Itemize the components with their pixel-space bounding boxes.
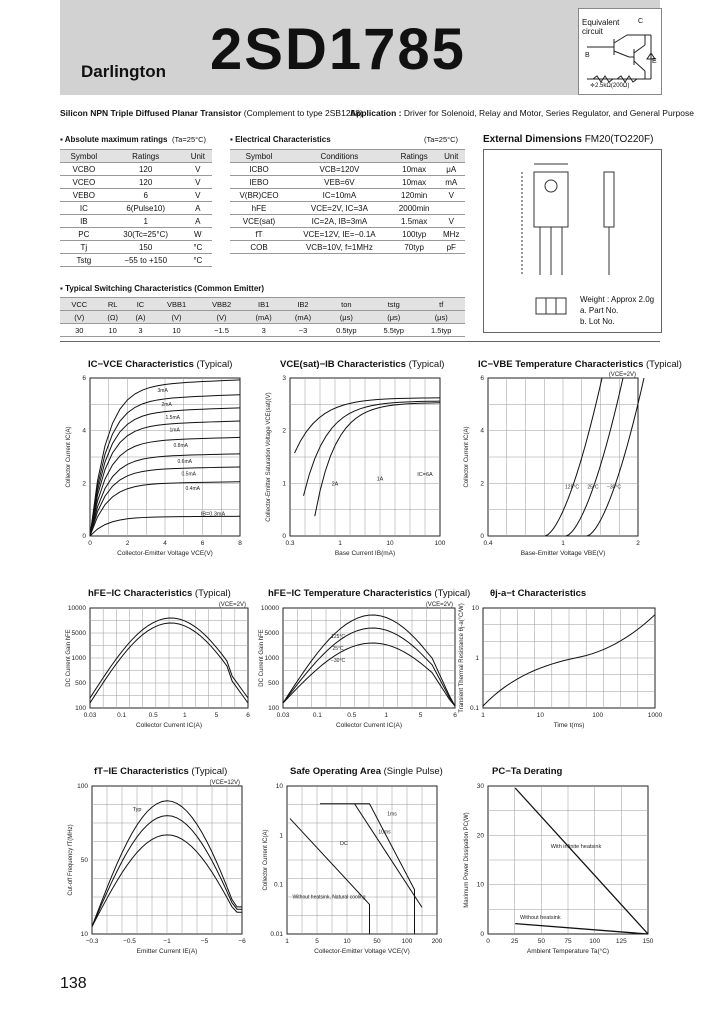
elec-title: ▪ Electrical Characteristics — [230, 135, 331, 144]
x-tick-label: 1000 — [647, 712, 663, 719]
curve-label: 0.8mA — [173, 443, 188, 450]
x-tick-label: 6 — [200, 540, 205, 547]
x-tick-label: −0.3 — [85, 938, 99, 945]
table-row: IC 6(Pulse10) A — [60, 202, 212, 215]
curve-label: 0.6mA — [177, 459, 192, 465]
y-tick-label: 500 — [268, 680, 279, 687]
x-tick-label: 100 — [434, 540, 446, 547]
table-row: VCBO 120 V — [60, 163, 212, 176]
chart-3 — [464, 372, 644, 557]
y-tick-label: 0.1 — [469, 705, 479, 712]
x-tick-label: −1 — [163, 938, 171, 945]
x-tick-label: 0.3 — [285, 540, 295, 547]
y-tick-label: 10 — [476, 881, 484, 889]
x-tick-label: 2 — [636, 540, 640, 547]
chart5-title: hFE−IC Temperature Characteristics (Typical) — [268, 588, 471, 599]
switching-title: ▪ Typical Switching Characteristics (Common Emitter) — [60, 284, 265, 293]
y-tick-label: 10000 — [260, 605, 279, 612]
x-axis-label: Emitter Current IE(A) — [136, 948, 198, 955]
x-tick-label: 0 — [486, 938, 490, 945]
part-number: 2SD1785 — [210, 17, 466, 82]
y-tick-label: 1000 — [264, 655, 279, 662]
chart-1 — [66, 375, 242, 557]
x-tick-label: 0.4 — [483, 540, 493, 547]
y-tick-label: 20 — [476, 832, 484, 840]
x-tick-label: 0.5 — [148, 712, 158, 719]
curve-label: −30°C — [330, 658, 346, 664]
table-row: V(BR)CEO IC=10mA 120min V — [230, 189, 465, 202]
y-tick-label: 4 — [480, 427, 484, 435]
y-axis-label: Collector Current IC(A) — [66, 426, 72, 488]
package-notes: Weight : Approx 2.0g a. Part No. b. Lot No. — [580, 295, 655, 326]
chart-8 — [263, 783, 443, 955]
curve-label: 0.5mA — [181, 471, 196, 478]
y-tick-label: 10 — [471, 605, 479, 612]
y-tick-label: 5000 — [71, 630, 86, 637]
chart7-title: fT−IE Characteristics (Typical) — [94, 766, 228, 777]
curve-label: −30°C — [606, 484, 622, 491]
chart4-title: hFE−IC Characteristics (Typical) — [88, 588, 231, 599]
equivalent-circuit-title: Equivalent circuit — [582, 18, 620, 36]
x-tick-label: 6 — [453, 712, 457, 719]
y-tick-label: 1 — [282, 480, 286, 488]
y-tick-label: 0.1 — [273, 881, 283, 889]
y-axis-label: Collector Current IC(A) — [263, 829, 269, 891]
chart1-title: IC−VCE Characteristics (Typical) — [88, 359, 233, 370]
curve-label: With infinite heatsink — [550, 844, 602, 851]
y-tick-label: 50 — [80, 857, 88, 864]
pin-e: E — [652, 58, 657, 65]
curve-label: 1mA — [169, 427, 180, 434]
y-tick-label: 0.01 — [270, 931, 283, 938]
table-row: IEBO VEB=6V 10max mA — [230, 176, 465, 189]
pin-c: C — [638, 18, 644, 25]
x-tick-label: 1 — [481, 712, 485, 719]
curve-label: IC=6A — [417, 471, 433, 478]
y-tick-label: 10 — [80, 931, 88, 938]
x-tick-label: 75 — [564, 938, 572, 945]
table-row: PC 30(Tc=25°C) W — [60, 228, 212, 241]
curve-label: 2mA — [161, 402, 172, 409]
y-tick-label: 100 — [75, 705, 86, 712]
curve-note: IB=0.3mA — [200, 511, 226, 518]
y-tick-label: 5000 — [264, 630, 279, 637]
curve-label: 1A — [376, 476, 384, 483]
table-row: fT VCE=12V, IE=−0.1A 100typ MHz — [230, 228, 465, 241]
application: Application : Driver for Solenoid, Relay and Motor, Series Regulator, and General Purpose — [350, 108, 694, 118]
y-tick-label: 2 — [82, 480, 86, 488]
y-axis-label: Cut-off Frequency fT(MHz) — [68, 824, 74, 896]
curve-label: 2A — [331, 481, 339, 488]
x-tick-label: 10 — [536, 712, 544, 719]
curve-label: 125°C — [331, 634, 346, 640]
y-tick-label: 2 — [480, 480, 484, 488]
absmax-cond: (Ta=25°C) — [172, 135, 207, 144]
y-tick-label: 10 — [275, 783, 283, 790]
table-row: VCE(sat) IC=2A, IB=3mA 1.5max V — [230, 215, 465, 228]
curve-label: 3mA — [157, 387, 168, 394]
curve-label: 125°C — [565, 484, 579, 491]
curve-label: DC — [340, 841, 348, 848]
x-tick-label: 1 — [561, 540, 565, 547]
y-axis-label: DC Current Gain hFE — [66, 629, 72, 687]
y-tick-label: 6 — [82, 375, 86, 382]
condition-label: (VCE=2V) — [425, 602, 453, 608]
x-axis-label: Base-Emitter Voltage VBE(V) — [520, 550, 606, 557]
curve-label: 1.5mA — [165, 414, 180, 421]
table-row: COB VCB=10V, f=1MHz 70typ pF — [230, 241, 465, 254]
curve-label: 10ms — [378, 829, 391, 836]
x-tick-label: 8 — [238, 540, 242, 547]
x-tick-label: 200 — [431, 938, 443, 945]
ext-dim-title: External Dimensions FM20(TO220F) — [483, 134, 654, 145]
transistor-type: Silicon NPN Triple Diffused Planar Transistor (Complement to type 2SB1258) — [60, 108, 363, 118]
x-tick-label: 100 — [592, 712, 604, 719]
chart8-title: Safe Operating Area (Single Pulse) — [290, 766, 443, 777]
x-tick-label: 50 — [373, 938, 381, 945]
y-tick-label: 0 — [82, 533, 86, 540]
x-tick-label: 10 — [386, 540, 394, 547]
equivalent-resistor: ≑2.5kΩ(200Ω) — [590, 83, 630, 89]
x-tick-label: 5 — [418, 712, 423, 719]
x-axis-label: Time t(ms) — [553, 722, 585, 729]
x-axis-label: Base Current IB(mA) — [334, 550, 396, 557]
y-tick-label: 500 — [75, 680, 86, 687]
curve-label: 25°C — [587, 484, 599, 491]
x-axis-label: Ambient Temperature Ta(°C) — [526, 948, 610, 955]
x-tick-label: 1 — [384, 712, 389, 719]
chart-5 — [259, 602, 457, 729]
y-tick-label: 0 — [480, 931, 484, 938]
x-tick-label: 1 — [338, 540, 342, 547]
curve-label: 0.4mA — [185, 485, 200, 492]
y-tick-label: 0 — [282, 533, 286, 540]
x-tick-label: 4 — [163, 540, 167, 547]
table-row: VEBO 6 V — [60, 189, 212, 202]
y-tick-label: 30 — [476, 783, 484, 790]
absmax-title: ▪ Absolute maximum ratings — [60, 135, 168, 144]
y-tick-label: 100 — [268, 705, 279, 712]
x-axis-label: Collector Current IC(A) — [135, 722, 203, 729]
y-tick-label: 100 — [77, 783, 88, 790]
x-tick-label: 2 — [125, 540, 130, 547]
x-tick-label: 6 — [246, 712, 250, 719]
x-tick-label: −6 — [238, 938, 246, 945]
x-axis-label: Collector-Emitter Voltage VCE(V) — [117, 550, 213, 557]
y-axis-label: Collector Current IC(A) — [464, 426, 470, 488]
y-axis-label: Maximum Power Dissipation PC(W) — [464, 812, 470, 908]
chart3-title: IC−VBE Temperature Characteristics (Typical) — [478, 359, 682, 370]
y-tick-label: 6 — [480, 375, 484, 382]
x-tick-label: 0.03 — [83, 712, 97, 719]
elec-cond: (Ta=25°C) — [424, 135, 459, 144]
condition-label: (VCE=2V) — [608, 372, 636, 378]
x-tick-label: 5 — [214, 712, 219, 719]
x-tick-label: 1 — [285, 938, 289, 945]
y-tick-label: 3 — [282, 375, 286, 382]
y-tick-label: 1 — [279, 832, 283, 840]
x-axis-label: Collector-Emitter Voltage VCE(V) — [314, 948, 410, 955]
absmax-table: Symbol Ratings Unit VCBO 120 V VCEO 120 V VEBO 6 V IC 6(Pulse10) A IB 1 A PC 30(Tc=25°C) W Tj 150 °C Tstg −55 to +150 °C — [60, 149, 212, 267]
x-tick-label: −0.5 — [123, 938, 136, 945]
y-tick-label: 1000 — [71, 655, 86, 662]
table-row: 30 10 3 10 −1.5 3 −3 0.5typ 5.5typ 1.5typ — [60, 324, 465, 337]
switching-table: VCC RL IC VBB1 VBB2 IB1 IB2 ton tstg tf (V) (Ω) (A) (V) (V) (mA) (mA) (μs) (μs) (μs) 30 10 3 10 −1.5 3 −3 0.5typ 5.5typ 1.5typ — [60, 297, 465, 337]
condition-label: (VCE=2V) — [218, 602, 246, 608]
x-tick-label: 0.5 — [347, 712, 357, 719]
table-row: hFE VCE=2V, IC=3A 2000min — [230, 202, 465, 215]
x-tick-label: 10 — [343, 938, 351, 945]
x-tick-label: 0.1 — [312, 712, 322, 719]
condition-label: (VCE=12V) — [209, 780, 240, 786]
x-tick-label: 150 — [642, 938, 654, 945]
chart-7 — [68, 780, 246, 955]
y-tick-label: 2 — [282, 427, 286, 435]
x-tick-label: 1 — [182, 712, 187, 719]
y-tick-label: 10000 — [67, 605, 86, 612]
x-tick-label: 0.03 — [276, 712, 290, 719]
chart2-title: VCE(sat)−IB Characteristics (Typical) — [280, 359, 445, 370]
chart6-title: θj-a−t Characteristics — [490, 588, 587, 599]
x-tick-label: 100 — [401, 938, 413, 945]
table-row: Tj 150 °C — [60, 241, 212, 254]
table-row: IB 1 A — [60, 215, 212, 228]
table-row: VCEO 120 V — [60, 176, 212, 189]
x-tick-label: −5 — [200, 938, 209, 945]
x-tick-label: 100 — [589, 938, 601, 945]
curve-note: Without heatsink, Natural cooling — [292, 894, 366, 901]
x-tick-label: 5 — [315, 938, 319, 945]
y-axis-label: Transient Thermal Resistance θj-a(°C/W) — [459, 603, 465, 713]
pin-b: B — [585, 52, 590, 59]
curve-label: Without heatsink — [520, 915, 561, 922]
chart-4 — [66, 602, 250, 729]
table-row: ICBO VCB=120V 10max μA — [230, 163, 465, 176]
curve-label: 25°C — [332, 646, 344, 652]
chart-2 — [266, 375, 446, 557]
x-tick-label: 125 — [615, 938, 627, 945]
y-axis-label: DC Current Gain hFE — [259, 629, 265, 687]
curve-label: Typ — [132, 807, 142, 814]
page-number: 138 — [60, 975, 87, 992]
x-tick-label: 0 — [88, 540, 92, 547]
elec-table: Symbol Conditions Ratings Unit ICBO VCB=120V 10max μA IEBO VEB=6V 10max mA V(BR)CEO IC=10mA 120min V hFE VCE=2V, IC=3A 2000min VCE(sat) IC=2A, IB=3mA 1.5max V fT VCE=12V, IE=−0.1A 100typ MHz COB VCB=10V, f=1MHz 70typ pF — [230, 149, 465, 254]
curve-label: 1ms — [387, 811, 397, 818]
y-tick-label: 0 — [480, 533, 484, 540]
table-row: Tstg −55 to +150 °C — [60, 254, 212, 267]
y-axis-label: Collector-Emitter Saturation Voltage VCE(sat)(V) — [266, 392, 272, 522]
chart-6 — [459, 603, 663, 729]
x-tick-label: 50 — [537, 938, 545, 945]
y-tick-label: 4 — [82, 427, 86, 435]
chart-9 — [464, 783, 654, 955]
chart9-title: PC−Ta Derating — [492, 766, 563, 777]
x-tick-label: 0.1 — [117, 712, 127, 719]
y-tick-label: 1 — [475, 655, 479, 662]
x-tick-label: 25 — [511, 938, 519, 945]
series-label: Darlington — [81, 62, 166, 81]
x-axis-label: Collector Current IC(A) — [335, 722, 403, 729]
